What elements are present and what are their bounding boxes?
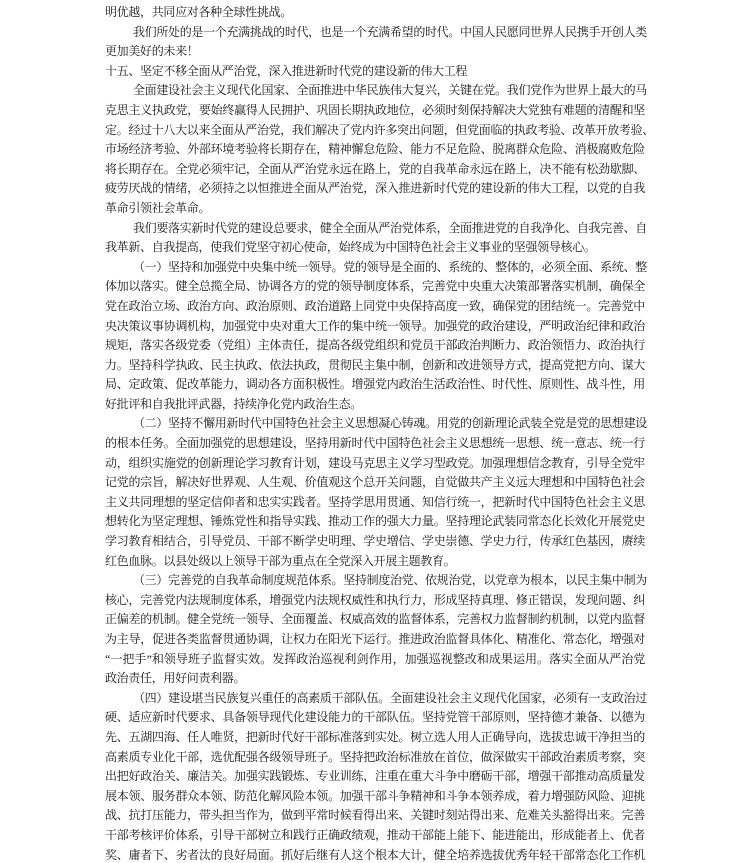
text-line: 高素质专业化干部，选优配强各级领导班子。坚持把政治标准放在首位，做深做实干部政治素质考察，突	[105, 749, 645, 764]
text-line: 革命引领社会革命。	[105, 200, 211, 215]
text-line: 疲劳厌战的情绪，必须持之以恒推进全面从严治党，深入推进新时代党的建设新的伟大工程，以党的自我	[105, 181, 645, 196]
text-line: （一）坚持和加强党中央集中统一领导。党的领导是全面的、系统的、整体的，必须全面、系统、整	[133, 259, 647, 274]
text-line: 更加美好的未来！	[105, 44, 199, 59]
text-line: 央决策议事协调机构，加强党中央对重大工作的集中统一领导。加强党的政治建设，严明政治纪律和政治	[105, 318, 645, 333]
text-line: 市场经济考验、外部环境考验将长期存在，精神懈怠危险、能力不足危险、脱离群众危险、消极腐败危险	[105, 142, 645, 157]
paragraph-2-ideological-building	[105, 414, 645, 571]
text-line: 动，组织实施党的创新理论学习教育计划，建设马克思主义学习型政党。加强理想信念教育，引导全党牢	[105, 455, 645, 470]
paragraph-1-central-unified-leadership	[105, 258, 645, 415]
section-heading-15	[105, 62, 645, 82]
paragraph-3-self-revolution-system	[105, 571, 645, 689]
text-line: 规矩，落实各级党委（党组）主体责任，提高各级党组织和党员干部政治判断力、政治领悟力、政治执行	[105, 338, 645, 353]
text-line: 想转化为坚定理想、锤炼党性和指导实践、推动工作的强大力量。坚持理论武装同常态化长效化开展党史	[105, 514, 645, 529]
text-line: 奖、庸者下、劣者汰的良好局面。抓好后继有人这个根本大计，健全培养选拔优秀年轻干部常态化工作机	[105, 847, 645, 862]
text-line: 政治责任，用好问责利器。	[105, 671, 246, 686]
text-line: 党在政治立场、政治方向、政治原则、政治道路上同党中央保持高度一致，确保党的团结统一。完善党中	[105, 298, 645, 313]
text-line: 红色血脉。以县处级以上领导干部为重点在全党深入开展主题教育。	[105, 553, 456, 568]
text-line: 全面建设社会主义现代化国家、全面推进中华民族伟大复兴，关键在党。我们党作为世界上最大的马	[133, 83, 647, 98]
text-line: 将长期存在。全党必须牢记，全面从严治党永远在路上，党的自我革命永远在路上，决不能有松劲歇脚、	[105, 161, 645, 176]
paragraph-era-of-challenge-and-hope	[105, 23, 645, 62]
text-line: 战、抗打压能力，带头担当作为，做到平常时候看得出来、关键时刻站得出来、危难关头豁得出来。完善	[105, 808, 645, 823]
text-line: 我们要落实新时代党的建设总要求，健全全面从严治党体系，全面推进党的自我净化、自我完善、自	[133, 220, 647, 235]
text-line: 正偏差的机制。健全党统一领导、全面覆盖、权威高效的监督体系，完善权力监督制约机制，以党内监督	[105, 612, 645, 627]
text-line: 克思主义执政党，要始终赢得人民拥护、巩固长期执政地位，必须时刻保持解决大党独有难题的清醒和坚	[105, 102, 645, 117]
text-line: 学习教育相结合，引导党员、干部不断学史明理、学史增信、学史崇德、学史力行，传承红色基因，赓续	[105, 534, 645, 549]
text-line: 展本领、服务群众本领、防范化解风险本领。加强干部斗争精神和斗争本领养成，着力增强防风险、迎挑	[105, 788, 645, 803]
text-line: （四）建设堪当民族复兴重任的高素质干部队伍。全面建设社会主义现代化国家，必须有一支政治过	[133, 690, 647, 705]
paragraph-key-in-party	[105, 81, 654, 218]
text-line: “一把手”和领导班子监督实效。发挥政治巡视利剑作用，加强巡视整改和成果运用。落实全面从严治党	[105, 651, 645, 666]
text-line: 记党的宗旨，解决好世界观、人生观、价值观这个总开关问题，自觉做共产主义远大理想和中国特色社会	[105, 475, 645, 490]
text-line: 力。坚持科学执政、民主执政、依法执政，贯彻民主集中制，创新和改进领导方式，提高党把方向、谋大	[105, 357, 645, 372]
text-line: 明优越，共同应对各种全球性挑战。	[105, 5, 292, 19]
text-line: 先、五湖四海、任人唯贤，把新时代好干部标准落到实处。树立选人用人正确导向，选拔忠诚干净担当的	[105, 729, 645, 744]
paragraph-general-requirements	[105, 219, 645, 258]
text-line: 为主导，促进各类监督贯通协调，让权力在阳光下运行。推进政治监督具体化、精准化、常态化，增强对	[105, 632, 645, 646]
paragraph-4-high-caliber-cadres	[105, 689, 645, 863]
text-line: （二）坚持不懈用新时代中国特色社会主义思想凝心铸魂。用党的创新理论武装全党是党的思想建设	[133, 416, 647, 431]
text-line: 出把好政治关、廉洁关。加强实践锻炼、专业训练，注重在重大斗争中磨砺干部，增强干部推动高质量发	[105, 769, 645, 784]
text-line: 我们所处的是一个充满挑战的时代，也是一个充满希望的时代。中国人民愿同世界人民携手开创人类	[133, 24, 647, 39]
section-heading-line: 十五、坚定不移全面从严治党，深入推进新时代党的建设新的伟大工程	[105, 63, 468, 78]
paragraph-continued-from-previous-page	[105, 3, 645, 23]
text-line: 好批评和自我批评武器，持续净化党内政治生态。	[105, 396, 362, 411]
text-line: 的根本任务。全面加强党的思想建设，坚持用新时代中国特色社会主义思想统一思想、统一意志、统一行	[105, 436, 645, 451]
text-line: 局、定政策、促改革能力，调动各方面积极性。增强党内政治生活政治性、时代性、原则性、战斗性，用	[105, 377, 645, 392]
text-line: 主义共同理想的坚定信仰者和忠实实践者。坚持学思用贯通、知信行统一，把新时代中国特色社会主义思	[105, 494, 645, 509]
text-line: 硬、适应新时代要求、具备领导现代化建设能力的干部队伍。坚持党管干部原则，坚持德才兼备、以德为	[105, 710, 645, 725]
text-line: 核心，完善党内法规制度体系，增强党内法规权威性和执行力，形成坚持真理、修正错误，发现问题、纠	[105, 592, 645, 607]
text-line: 定。经过十八大以来全面从严治党，我们解决了党内许多突出问题，但党面临的执政考验、改革开放考验、	[105, 122, 654, 137]
text-line: （三）完善党的自我革命制度规范体系。坚持制度治党、依规治党，以党章为根本，以民主集中制为	[133, 573, 647, 588]
text-line: 我革新、自我提高，使我们党坚守初心使命，始终成为中国特色社会主义事业的坚强领导核心。	[105, 240, 596, 255]
text-line: 干部考核评价体系，引导干部树立和践行正确政绩观，推动干部能上能下、能进能出，形成能者上、优者	[105, 827, 645, 842]
text-line: 体加以落实。健全总揽全局、协调各方的党的领导制度体系，完善党中央重大决策部署落实机制，确保全	[105, 279, 645, 294]
